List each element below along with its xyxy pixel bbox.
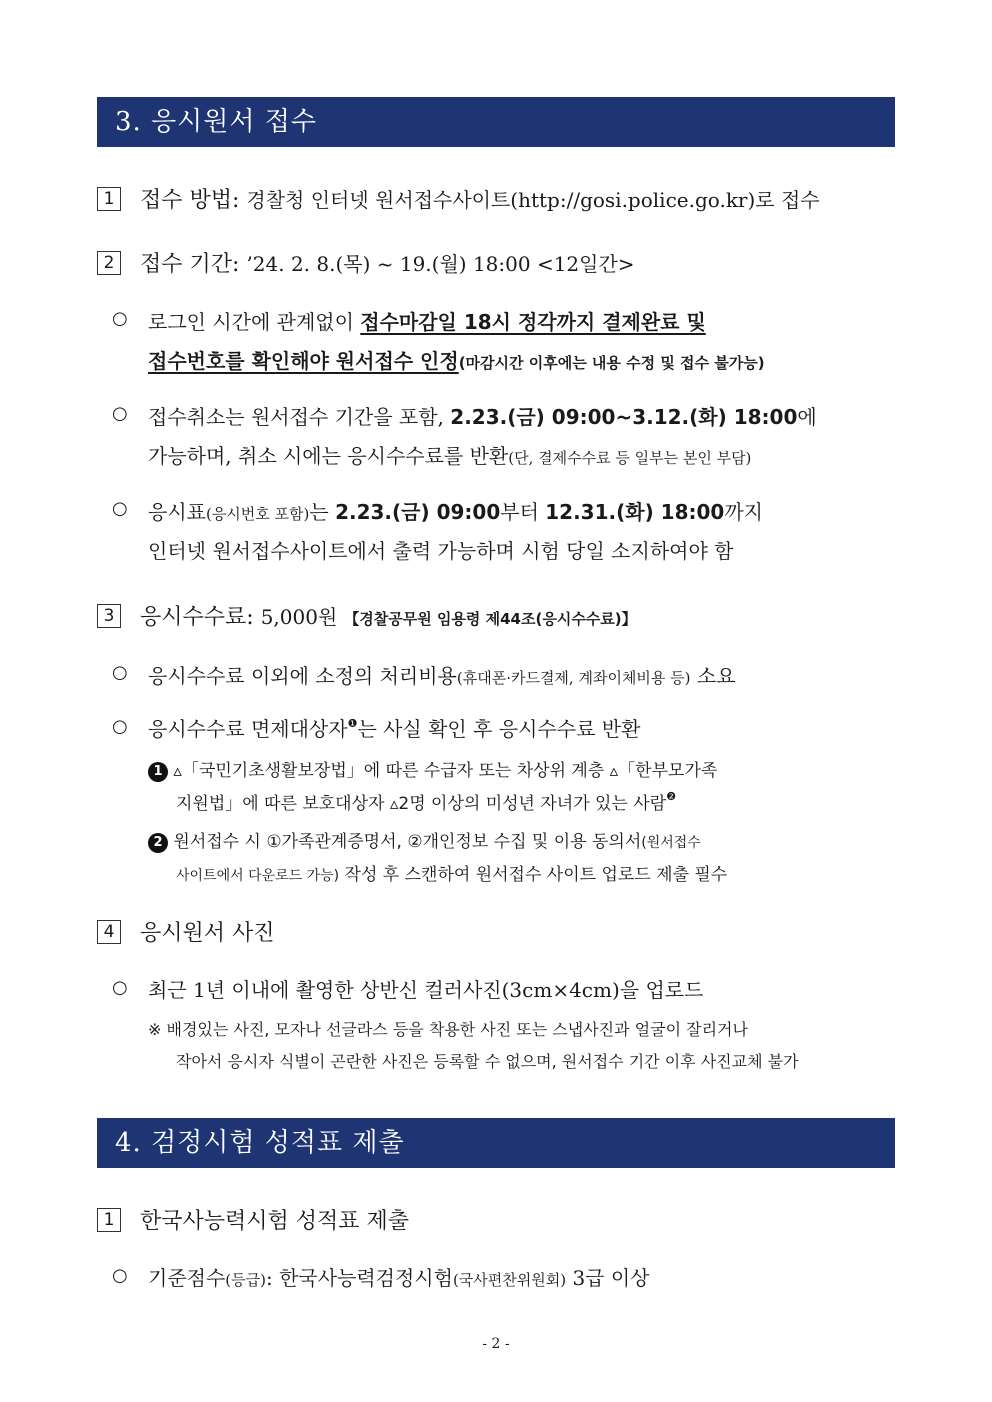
bullet-circle-icon: ○ (112, 977, 128, 998)
item-number-box: 1 (97, 187, 121, 211)
item-text: 경찰청 인터넷 원서접수사이트(http://gosi.police.go.kr)로 접수 (246, 188, 820, 212)
bullet-note: (등급) (225, 1271, 266, 1289)
item-number-box: 4 (97, 920, 121, 944)
bullet-text: 인터넷 원서접수사이트에서 출력 가능하며 시험 당일 소지하여야 함 (148, 539, 734, 563)
item-1-reception-method (97, 183, 820, 214)
note-text: 작성 후 스캔하여 원서접수 사이트 업로드 제출 필수 (339, 865, 728, 885)
item-number-box: 3 (97, 604, 121, 628)
note-1-line1 (148, 756, 717, 782)
bullet-text: 에 (797, 405, 817, 429)
note-text: 작아서 응시자 식별이 곤란한 사진은 등록할 수 없으며, 원서접수 기간 이후 사진교체 불가 (176, 1052, 799, 1071)
bullet-bold-text: 접수번호를 확인해야 원서접수 인정 (148, 349, 459, 373)
item-4-application-photo (97, 916, 275, 947)
section-3-title: 3. 응시원서 접수 (115, 107, 318, 137)
bullet-text: 최근 1년 이내에 촬영한 상반신 컬러사진(3cm×4cm)을 업로드 (148, 978, 704, 1002)
item-label: 응시수수료: (140, 605, 254, 630)
note-number-badge: 2 (148, 833, 168, 853)
bullet-note: (국사편찬위원회) (452, 1271, 567, 1289)
section-4-title: 4. 검정시험 성적표 제출 (115, 1128, 405, 1158)
item-number-box: 2 (97, 251, 121, 275)
item-reference: 【경찰공무원 임용령 제44조(응시수수료)】 (344, 610, 637, 628)
bullet-2-1-line1 (148, 306, 706, 335)
item-label: 응시원서 사진 (140, 921, 275, 946)
bullet-text: 로그인 시간에 관계없이 (148, 310, 361, 334)
bullet-text: 까지 (724, 500, 763, 524)
item-label: 한국사능력시험 성적표 제출 (140, 1209, 410, 1234)
bullet-4-1 (148, 974, 703, 1003)
page-number: - 2 - (482, 1336, 510, 1352)
bullet-text: 응시표 (148, 500, 206, 524)
note-small-text: 사이트에서 다운로드 가능) (176, 868, 340, 884)
item-3-application-fee (97, 600, 637, 631)
bullet-note: (마감시간 이후에는 내용 수정 및 접수 불가능) (458, 354, 765, 372)
photo-note-line1 (148, 1017, 748, 1040)
bullet-bold-text: 2.23.(금) 09:00~3.12.(화) 18:00 (450, 405, 798, 429)
bullet-text: 소요 (690, 664, 736, 688)
note-text: 원서접수 시 ①가족관계증명서, ②개인정보 수집 및 이용 동의서 (173, 832, 642, 852)
note-2-line2 (176, 860, 727, 885)
bullet-circle-icon: ○ (112, 1265, 128, 1286)
item-label: 접수 기간: (140, 252, 240, 277)
bullet-circle-icon: ○ (112, 403, 128, 424)
bullet-bold-text: 12.31.(화) 18:00 (545, 500, 725, 524)
bullet-text: 3급 이상 (566, 1266, 650, 1290)
bullet-note: (휴대폰·카드결제, 계좌이체비용 등) (456, 669, 691, 687)
bullet-circle-icon: ○ (112, 308, 128, 329)
bullet-text: 응시수수료 면제대상자 (148, 717, 348, 741)
photo-note-line2 (176, 1049, 799, 1072)
bullet-note: (응시번호 포함) (205, 505, 310, 523)
bullet-text: 접수취소는 원서접수 기간을 포함, (148, 405, 451, 429)
bullet-text: 가능하며, 취소 시에는 응시수수료를 반환 (148, 444, 509, 468)
bullet-2-1-line2 (148, 345, 765, 374)
bullet-2-2-line2 (148, 440, 751, 469)
bullet-circle-icon: ○ (112, 662, 128, 683)
bullet-2-3-line2 (148, 535, 733, 564)
note-text: ※ 배경있는 사진, 모자나 선글라스 등을 착용한 사진 또는 스냅사진과 얼굴이 잘리거나 (148, 1020, 748, 1039)
note-text: ▵「국민기초생활보장법」에 따른 수급자 또는 차상위 계층 ▵「한부모가족 (173, 761, 718, 781)
note-2-line1 (148, 827, 701, 853)
bullet-bold-text: 접수마감일 18시 정각까지 결제완료 및 (360, 310, 706, 334)
bullet-note: (단, 결제수수료 등 일부는 본인 부담) (508, 449, 752, 467)
item-number-box: 1 (97, 1208, 121, 1232)
footnote-marker: ❷ (666, 790, 677, 803)
section-4-banner (97, 1118, 895, 1168)
bullet-text: : 한국사능력검정시험 (265, 1266, 453, 1290)
item-2-reception-period (97, 247, 635, 278)
note-small-text: (원서접수 (641, 835, 701, 851)
bullet-text: 기준점수 (148, 1266, 226, 1290)
item-text: 5,000원 (260, 605, 338, 629)
note-number-badge: 1 (148, 762, 168, 782)
bullet-3-2 (148, 713, 640, 742)
bullet-bold-text: 2.23.(금) 09:00 (335, 500, 501, 524)
item-text: ’24. 2. 8.(목) ~ 19.(월) 18:00 <12일간> (246, 252, 635, 276)
bullet-text: 부터 (500, 500, 546, 524)
item-label: 접수 방법: (140, 188, 240, 213)
bullet-2-2-line1 (148, 401, 817, 430)
bullet-circle-icon: ○ (112, 498, 128, 519)
note-text: 지원법」에 따른 보호대상자 ▵2명 이상의 미성년 자녀가 있는 사람 (176, 794, 667, 814)
section-3-banner (97, 97, 895, 147)
bullet-text: 는 사실 확인 후 응시수수료 반환 (357, 717, 641, 741)
note-1-line2 (176, 789, 676, 814)
bullet-2-3-line1 (148, 496, 763, 525)
bullet-circle-icon: ○ (112, 716, 128, 737)
section-4-item-1 (97, 1204, 409, 1235)
bullet-text: 는 (309, 500, 336, 524)
bullet-text: 응시수수료 이외에 소정의 처리비용 (148, 664, 457, 688)
bullet-3-1 (148, 660, 736, 689)
footnote-marker: ❶ (347, 717, 358, 730)
section-4-bullet-1 (148, 1262, 650, 1291)
